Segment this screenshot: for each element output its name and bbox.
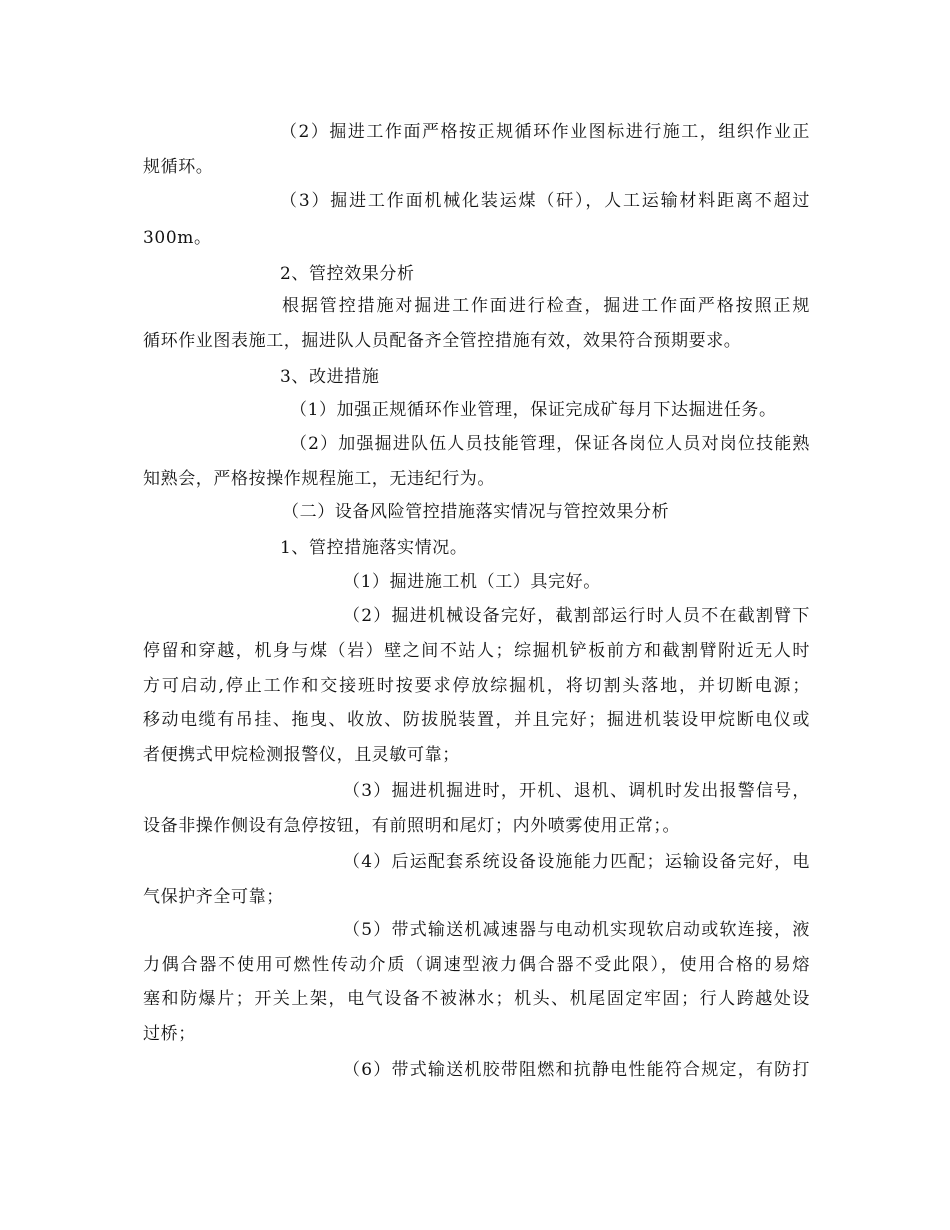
paragraph-line: 移动电缆有吊挂、拖曳、收放、防拔脱装置，并且完好；掘进机装设甲烷断电仪或 [143, 710, 810, 730]
paragraph-line: 方可启动,停止工作和交接班时按要求停放综掘机，将切割头落地，并切断电源； [143, 676, 810, 696]
paragraph-line: 设备非操作侧设有急停按钮，有前照明和尾灯；内外喷雾使用正常；。 [143, 816, 681, 836]
paragraph-line: 知熟会，严格按操作规程施工，无违纪行为。 [143, 469, 495, 489]
section-heading: 2、管控效果分析 [280, 264, 415, 284]
paragraph-line: 过桥； [143, 1024, 196, 1044]
paragraph-line: 气保护齐全可靠； [143, 887, 284, 907]
paragraph-line: （2）加强掘进队伍人员技能管理，保证各岗位人员对岗位技能熟 [290, 434, 810, 454]
paragraph-line: （6）带式输送机胶带阻燃和抗静电性能符合规定，有防打 [343, 1060, 810, 1080]
paragraph-line: 规循环。 [143, 157, 214, 177]
paragraph-line: 循环作业图表施工，掘进队人员配备齐全管控措施有效，效果符合预期要求。 [143, 331, 742, 351]
paragraph-line: （1）加强正规循环作业管理，保证完成矿每月下达掘进任务。 [290, 400, 777, 420]
paragraph-line: 者便携式甲烷检测报警仪，且灵敏可靠； [143, 745, 460, 765]
paragraph-line: （4）后运配套系统设备设施能力匹配；运输设备完好，电 [343, 852, 810, 872]
paragraph-line: 塞和防爆片；开关上架，电气设备不被淋水；机头、机尾固定牢固；行人跨越处设 [143, 989, 810, 1009]
paragraph-line: （2）掘进工作面严格按正规循环作业图标进行施工，组织作业正 [280, 122, 810, 142]
paragraph-line: （2）掘进机械设备完好，截割部运行时人员不在截割臂下 [343, 606, 810, 626]
section-heading: 3、改进措施 [280, 367, 380, 387]
paragraph-line: 300m。 [143, 228, 212, 248]
section-heading: 1、管控措施落实情况。 [280, 538, 468, 558]
section-heading: （二）设备风险管控措施落实情况与管控效果分析 [282, 502, 670, 522]
paragraph-line: （5）带式输送机减速器与电动机实现软启动或软连接，液 [343, 920, 810, 940]
paragraph-line: （3）掘进工作面机械化装运煤（矸），人工运输材料距离不超过 [280, 191, 810, 211]
paragraph-line: （1）掘进施工机（工）具完好。 [343, 572, 601, 592]
paragraph-line: 根据管控措施对掘进工作面进行检查，掘进工作面严格按照正规 [282, 296, 810, 316]
paragraph-line: （3）掘进机掘进时，开机、退机、调机时发出报警信号， [343, 781, 810, 801]
paragraph-line: 停留和穿越，机身与煤（岩）壁之间不站人；综掘机铲板前方和截割臂附近无人时 [143, 641, 810, 661]
paragraph-line: 力偶合器不使用可燃性传动介质（调速型液力偶合器不受此限），使用合格的易熔 [143, 955, 810, 975]
